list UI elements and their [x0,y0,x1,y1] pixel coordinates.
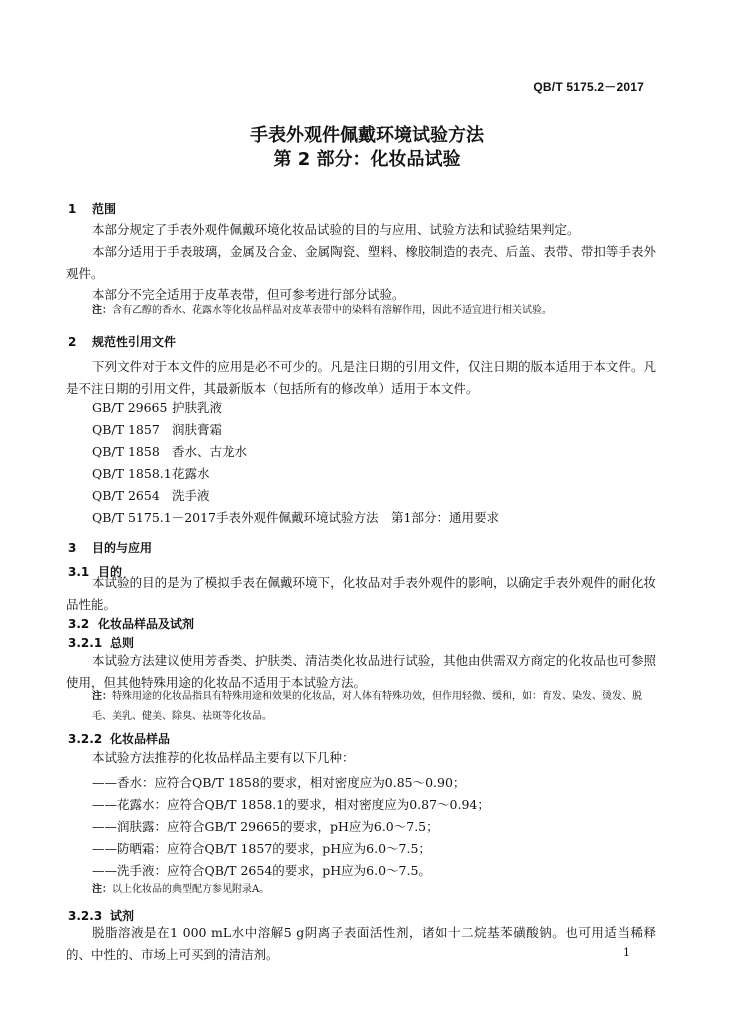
section-number: 1 [68,202,77,216]
note [92,687,652,727]
list-item: ——香水：应符合QB/T 1858的要求，相对密度应为0.85～0.90； [92,775,466,790]
reference-item [92,508,499,528]
standard-code: QB/T 5175.2－2017 [533,80,644,94]
paragraph: 脱脂溶液是在1 000 mL水中溶解5 g阴离子表面活性剂，诸如十二烷基苯磺酸钠。也可用适当稀释的、中性的、市场上可买到的清洁剂。 [66,925,656,962]
section-title: 范围 [92,202,117,216]
reference-code: QB/T 1858.1 [92,466,172,481]
reference-item [92,464,210,484]
reference-name: 润肤膏霜 [172,422,223,437]
note [92,880,652,900]
list-item: ——防晒霜：应符合QB/T 1857的要求，pH应为6.0～7.5； [92,841,431,856]
section-number: 3.2 [68,617,90,631]
reference-code: QB/T 5175.1－2017 [92,510,217,525]
paragraph: 本试验方法推荐的化妆品样品主要有以下几种： [92,750,355,765]
section-title: 目的与应用 [92,541,153,555]
section-3-2-heading [68,615,194,632]
note-label: 注： [92,691,112,702]
section-title: 试剂 [110,909,135,923]
document-title: 手表外观件佩戴环境试验方法 [250,125,484,146]
section-number: 2 [68,335,77,349]
section-2-heading [68,333,176,350]
section-number: 3 [68,541,77,555]
section-number: 3.2.3 [68,909,103,923]
list-item: ——润肤露：应符合GB/T 29665的要求，pH应为6.0～7.5； [92,819,439,834]
paragraph: 本试验方法建议使用芳香类、护肤类、清洁类化妆品进行试验，其他由供需双方商定的化妆品也可参照使用，但其他特殊用途的化妆品不适用于本试验方法。 [66,653,656,690]
reference-item [92,398,222,418]
paragraph: 本部分不完全适用于皮革表带，但可参考进行部分试验。 [92,287,405,302]
section-3-heading [68,539,152,556]
list-item: ——花露水：应符合QB/T 1858.1的要求，相对密度应为0.87～0.94； [92,797,490,812]
section-number: 3.2.1 [68,636,103,650]
paragraph: 本部分适用于手表玻璃，金属及合金、金属陶瓷、塑料、橡胶制造的表壳、后盖、表带、带扣等手表外观件。 [66,244,656,281]
section-title: 化妆品样品 [110,732,171,746]
paragraph: 下列文件对于本文件的应用是必不可少的。凡是注日期的引用文件，仅注日期的版本适用于本文件。凡是不注日期的引用文件，其最新版本（包括所有的修改单）适用于本文件。 [66,359,656,396]
reference-name: 手表外观件佩戴环境试验方法 第1部分：通用要求 [216,510,499,525]
note-label: 注： [92,884,112,895]
note-text: 含有乙醇的香水、花露水等化妆品样品对皮革表带中的染料有溶解作用，因此不适宜进行相关试验。 [112,305,552,316]
section-3-2-2-heading [68,730,170,747]
section-number: 3.1 [68,565,90,579]
list-item: ——洗手液：应符合QB/T 2654的要求，pH应为6.0～7.5。 [92,863,431,878]
section-1-heading [68,200,116,217]
reference-name: 护肤乳液 [172,400,223,415]
section-title: 目的 [98,565,123,579]
reference-name: 洗手液 [172,488,210,503]
reference-item [92,420,222,440]
section-3-2-1-heading [68,634,134,651]
reference-item [92,486,210,506]
section-title: 化妆品样品及试剂 [98,617,195,631]
reference-code: QB/T 2654 [92,488,160,503]
reference-name: 花露水 [172,466,210,481]
section-title: 规范性引用文件 [92,335,177,349]
reference-name: 香水、古龙水 [172,444,248,459]
reference-code: QB/T 1857 [92,422,160,437]
document-subtitle: 第 2 部分：化妆品试验 [273,149,461,170]
note-text: 以上化妆品的典型配方参见附录A。 [112,884,270,895]
reference-code: QB/T 1858 [92,444,160,459]
page-number: 1 [623,946,630,959]
note-text: 特殊用途的化妆品指具有特殊用途和效果的化妆品，对人体有特殊功效，但作用轻微、缓和，如：育发、染发、烫发、脱毛、美乳、健美、除臭、祛斑等化妆品。 [92,691,642,722]
paragraph: 本试验的目的是为了模拟手表在佩戴环境下，化妆品对手表外观件的影响，以确定手表外观件的耐化妆品性能。 [66,575,656,612]
note [92,301,652,321]
section-number: 3.2.2 [68,732,103,746]
reference-code: GB/T 29665 [92,400,168,415]
paragraph: 本部分规定了手表外观件佩戴环境化妆品试验的目的与应用、试验方法和试验结果判定。 [92,222,580,237]
section-title: 总则 [110,636,135,650]
note-label: 注： [92,305,112,316]
reference-item [92,442,247,462]
